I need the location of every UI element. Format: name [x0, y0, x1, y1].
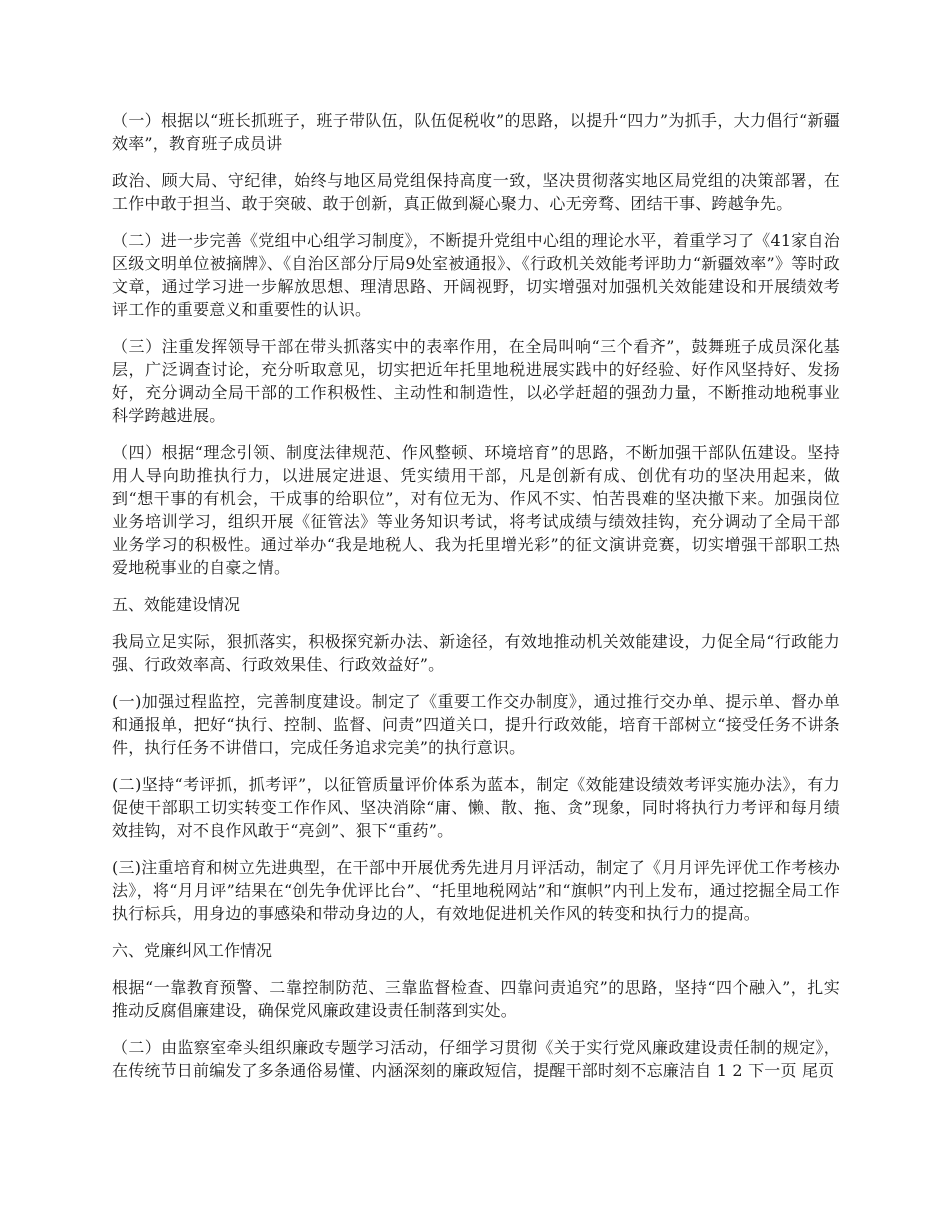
paragraph-6: 我局立足实际，狠抓落实，积极探究新办法、新途径，有效地推动机关效能建设，力促全局“行政能力强、行政效率高、行政效果佳、行政效益好”。: [112, 632, 840, 674]
section-heading-efficiency: 五、效能建设情况: [112, 595, 241, 614]
page-link-1[interactable]: 1: [716, 1061, 728, 1080]
paragraph-10: 根据“一靠教育预警、二靠控制防范、三靠监督检查、四靠问责追究”的思路，坚持“四个融入”，扎实推动反腐倡廉建设，确保党风廉政建设责任制落到实处。: [112, 978, 840, 1020]
section-heading-integrity: 六、党廉纠风工作情况: [112, 941, 273, 960]
paragraph-11-text: （二）由监察室牵头组织廉政专题学习活动，仔细学习贯彻《关于实行党风廉政建设责任制的规定》，在传统节日前编发了多条通俗易懂、内涵深刻的廉政短信，提醒干部时刻不忘廉洁自: [112, 1038, 840, 1080]
paragraph-11: [112, 1036, 840, 1082]
paragraph-2: 政治、顾大局、守纪律，始终与地区局党组保持高度一致，坚决贯彻落实地区局党组的决策部署，在工作中敢于担当、敢于突破、敢于创新，真正做到凝心聚力、心无旁骛、团结干事、跨越争先。: [112, 171, 840, 213]
pagination: [717, 1061, 835, 1080]
page-link-2[interactable]: 2: [732, 1061, 743, 1080]
last-page-link[interactable]: 尾页: [801, 1061, 835, 1080]
paragraph-3: （二）进一步完善《党组中心组学习制度》，不断提升党组中心组的理论水平，着重学习了《41家自治区级文明单位被摘牌》、《自治区部分厅局9处室被通报》、《行政机关效能考评助力“新疆效率”》等时政文章，通过学习进一步解放思想、理清思路、开阔视野，切实增强对加强机关效能建设和开展绩效考评工作的重要意义和重要性的认识。: [112, 231, 840, 319]
paragraph-7: (一)加强过程监控，完善制度建设。制定了《重要工作交办制度》，通过推行交办单、提示单、督办单和通报单，把好“执行、控制、监督、问责”四道关口，提升行政效能，培育干部树立“接受任务不讲条件，执行任务不讲借口，完成任务追求完美”的执行意识。: [112, 692, 840, 757]
paragraph-4: （三）注重发挥领导干部在带头抓落实中的表率作用，在全局叫响“三个看齐”，鼓舞班子成员深化基层，广泛调查讨论，充分听取意见，切实把近年托里地税进展实践中的好经验、好作风坚持好、发扬好，充分调动全局干部的工作积极性、主动性和制造性，以必学赶超的强劲力量，不断推动地税事业科学跨越进展。: [112, 337, 840, 425]
paragraph-8: (二)坚持“考评抓，抓考评”，以征管质量评价体系为蓝本，制定《效能建设绩效考评实施办法》，有力促使干部职工切实转变工作作风、坚决消除“庸、懒、散、拖、贪”现象，同时将执行力考评和每月绩效挂钩，对不良作风敢于“亮剑”、狠下“重药”。: [112, 775, 840, 840]
paragraph-5: （四）根据“理念引领、制度法律规范、作风整顿、环境培育”的思路，不断加强干部队伍建设。坚持用人导向助推执行力，以进展定进退、凭实绩用干部，凡是创新有成、创优有功的坚决用起来，做到“想干事的有机会，干成事的给职位”，对有位无为、作风不实、怕苦畏难的坚决撤下来。加强岗位业务培训学习，组织开展《征管法》等业务知识考试，将考试成绩与绩效挂钩，充分调动了全局干部业务学习的积极性。通过举办“我是地税人、我为托里增光彩”的征文演讲竞赛，切实增强干部职工热爱地税事业的自豪之情。: [112, 443, 840, 577]
document-body: [112, 109, 840, 1096]
paragraph-9: (三)注重培育和树立先进典型，在干部中开展优秀先进月月评活动，制定了《月月评先评优工作考核办法》，将“月月评”结果在“创先争优评比台”、“托里地税网站”和“旗帜”内刊上发布，通过挖掘全局工作执行标兵，用身边的事感染和带动身边的人，有效地促进机关作风的转变和执行力的提高。: [112, 858, 840, 923]
next-page-link[interactable]: 下一页: [748, 1061, 797, 1080]
paragraph-1: （一）根据以“班长抓班子，班子带队伍，队伍促税收”的思路，以提升“四力”为抓手，大力倡行“新疆效率”，教育班子成员讲: [112, 111, 840, 153]
